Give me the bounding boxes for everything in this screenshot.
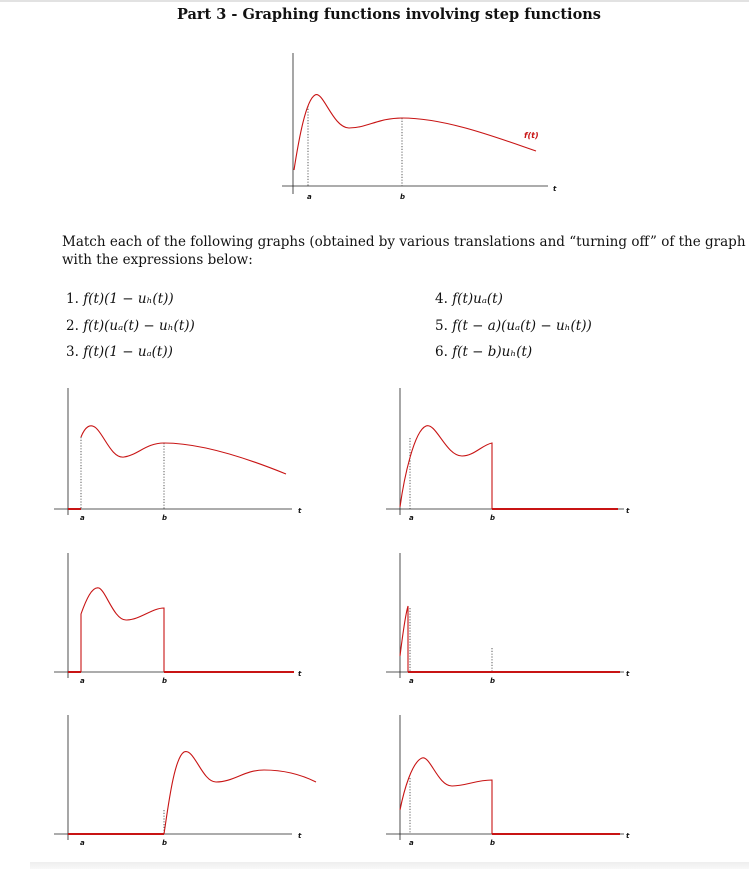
svg-text:a: a xyxy=(80,677,85,685)
svg-text:a: a xyxy=(409,514,414,522)
svg-text:b: b xyxy=(490,514,496,522)
svg-text:b: b xyxy=(162,514,168,522)
svg-text:t: t xyxy=(626,832,630,840)
instructions-line-2: with the expressions below: xyxy=(62,252,253,268)
svg-text:a: a xyxy=(409,677,414,685)
svg-text:a: a xyxy=(409,839,414,847)
svg-text:b: b xyxy=(490,677,496,685)
page-bottom-shade xyxy=(30,862,749,869)
svg-text:b: b xyxy=(490,839,496,847)
expression-item: 4. f(t)uₐ(t) xyxy=(435,291,503,307)
expression-item: 5. f(t − a)(uₐ(t) − uₕ(t)) xyxy=(435,317,592,334)
option-graph-4 xyxy=(386,548,646,688)
page-top-border xyxy=(0,0,749,2)
a-label: a xyxy=(307,193,312,201)
instructions-line-1: Match each of the following graphs (obtained by various translations and “turning off” of the graph xyxy=(62,234,746,250)
option-graph-6 xyxy=(386,710,646,850)
main-graph-f xyxy=(278,48,568,210)
svg-text:a: a xyxy=(80,839,85,847)
b-label: b xyxy=(400,193,406,201)
svg-text:t: t xyxy=(626,670,630,678)
svg-text:b: b xyxy=(162,839,168,847)
expression-item: 6. f(t − b)uₕ(t) xyxy=(435,344,533,360)
section-heading: Part 3 - Graphing functions involving step functions xyxy=(177,6,601,23)
expressions-left xyxy=(66,286,195,366)
option-graph-1 xyxy=(54,383,314,523)
svg-text:t: t xyxy=(298,507,302,515)
instructions xyxy=(62,233,749,269)
svg-text:b: b xyxy=(162,677,168,685)
expression-item: 3. f(t)(1 − uₐ(t)) xyxy=(66,344,173,360)
expression-item: 2. f(t)(uₐ(t) − uₕ(t)) xyxy=(66,317,195,334)
svg-text:t: t xyxy=(298,670,302,678)
svg-text:t: t xyxy=(626,507,630,515)
expressions-right xyxy=(435,286,592,366)
f-label: f(t) xyxy=(524,131,539,140)
option-graph-5 xyxy=(54,710,324,850)
option-graph-3 xyxy=(54,548,314,688)
option-graph-2 xyxy=(386,383,646,523)
t-label: t xyxy=(553,185,557,193)
expression-item: 1. f(t)(1 − uₕ(t)) xyxy=(66,291,174,307)
svg-text:t: t xyxy=(298,832,302,840)
svg-text:a: a xyxy=(80,514,85,522)
